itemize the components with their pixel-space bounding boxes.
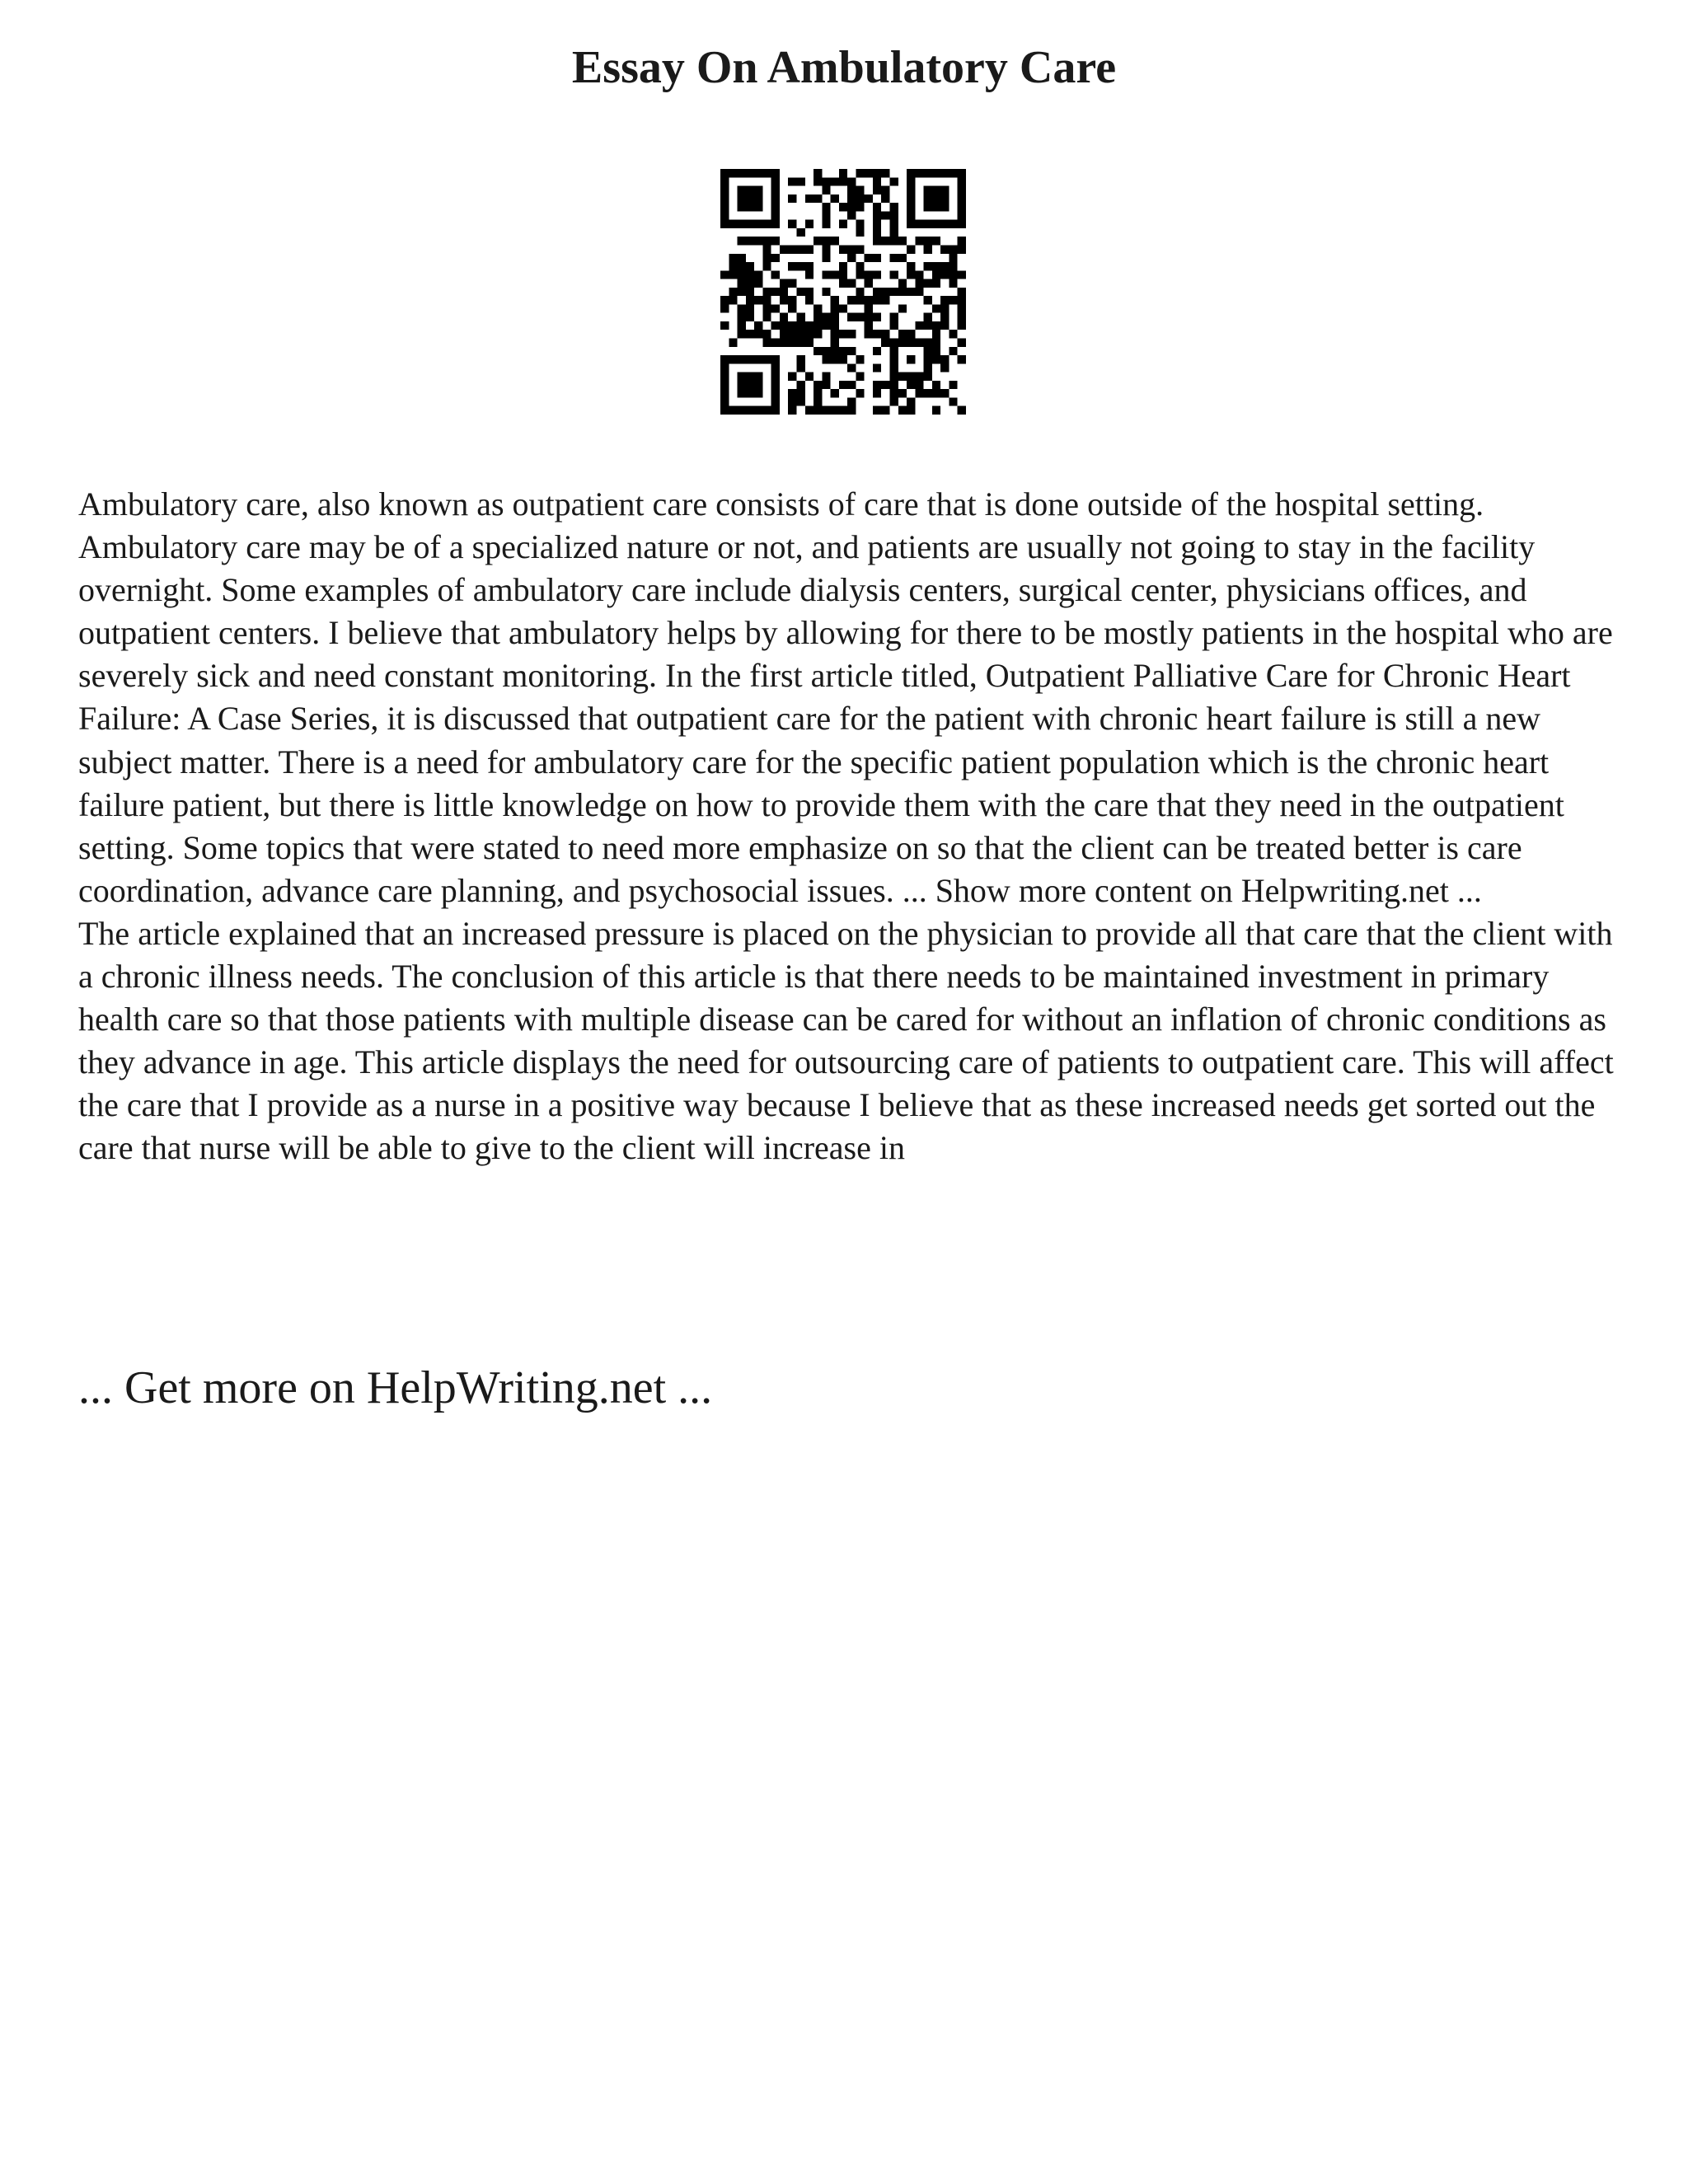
essay-paragraph: Ambulatory care, also known as outpatient care consists of care that is done outside of the hospital setting. Ambulatory care may be of a specialized nature or not, and patients are usually not going to stay in the facility overnight. Some examples of ambulatory care include dialysis centers, surgical center, physicians offices, and outpatient centers. I believe that ambulatory helps by allowing for there to be mostly patients in the hospital who are severely sick and need constant monitoring. In the first article titled, Outpatient Palliative Care for Chronic Heart Failure: A Case Series, it is discussed that outpatient care for the patient with chronic heart failure is still a new subject matter. There is a need for ambulatory care for the specific patient population which is the chronic heart failure patient, but there is little knowledge on how to provide them with the care that they need in the outpatient setting. Some topics that were stated to need more emphasize on so that the client can be treated better is care coordination, advance care planning, and psychosocial issues. ... Show more content on Helpwriting.net ...	[78, 485, 1613, 909]
essay-body	[78, 483, 1628, 1170]
page-title: Essay On Ambulatory Care	[571, 42, 1117, 93]
get-more-link[interactable]: ... Get more on HelpWriting.net ...	[78, 1362, 713, 1413]
qr-code-icon	[720, 169, 966, 415]
essay-paragraph: The article explained that an increased pressure is placed on the physician to provide all that care that the client with a chronic illness needs. The conclusion of this article is that there needs to be maintained investment in primary health care so that those patients with multiple disease can be cared for without an inflation of chronic conditions as they advance in age. This article displays the need for outsourcing care of patients to outpatient care. This will affect the care that I provide as a nurse in a positive way because I believe that as these increased needs get sorted out the care that nurse will be able to give to the client will increase in	[78, 914, 1614, 1167]
